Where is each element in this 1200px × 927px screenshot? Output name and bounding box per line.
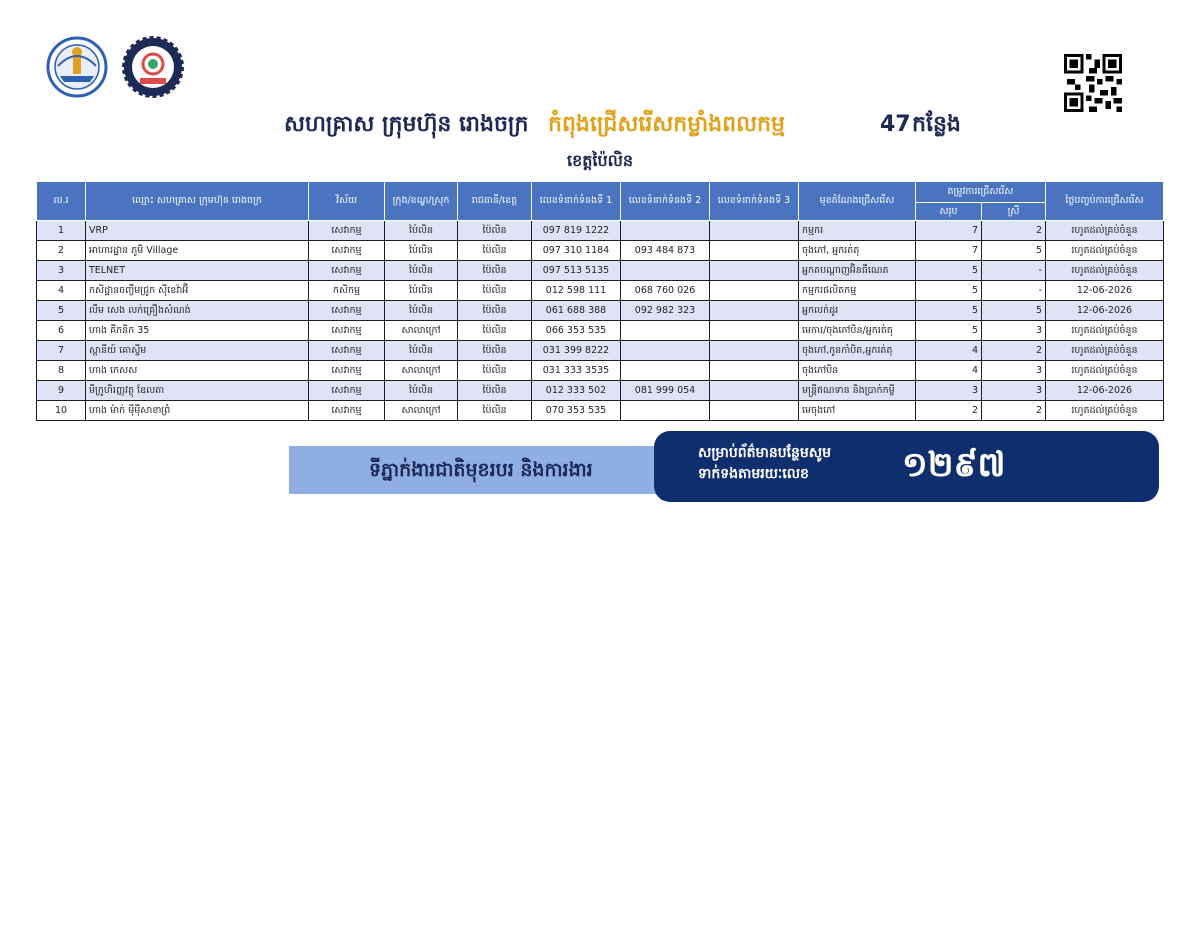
cell-total: 7 xyxy=(916,241,982,261)
cell-phone2 xyxy=(621,221,710,241)
cell-deadline: 12-06-2026 xyxy=(1046,381,1164,401)
cell-deadline: រហូតដល់គ្រប់ចំនួន xyxy=(1046,241,1164,261)
cell-deadline: រហូតដល់គ្រប់ចំនួន xyxy=(1046,261,1164,281)
cell-sector: សេវាកម្ម xyxy=(309,321,385,341)
cell-district: ប៉ៃលិន xyxy=(385,341,458,361)
contact-banner xyxy=(654,431,1159,502)
cell-sector: សេវាកម្ម xyxy=(309,301,385,321)
cell-position: ចុងភៅ,កូនកាំបិត,អ្នករត់តុ xyxy=(799,341,916,361)
cell-total: 4 xyxy=(916,341,982,361)
header-district: ក្រុង/ខណ្ឌ/ស្រុក xyxy=(385,182,458,221)
cell-phone1: 012 598 111 xyxy=(532,281,621,301)
cell-phone2 xyxy=(621,261,710,281)
header-deadline: ថ្ងៃបញ្ចប់ការជ្រើសរើស xyxy=(1046,182,1164,221)
cell-phone1: 031 399 8222 xyxy=(532,341,621,361)
cell-position: កម្មករផលិតកម្ម xyxy=(799,281,916,301)
header-sector: វិស័យ xyxy=(309,182,385,221)
cell-phone3 xyxy=(710,241,799,261)
cell-no: 6 xyxy=(37,321,86,341)
header-position: មុខតំណែងជ្រើសរើស xyxy=(799,182,916,221)
cell-phone1: 061 688 388 xyxy=(532,301,621,321)
cell-total: 3 xyxy=(916,381,982,401)
cell-position: អ្នកលក់ដូរ xyxy=(799,301,916,321)
cell-sector: កសិកម្ម xyxy=(309,281,385,301)
job-listings-table xyxy=(36,181,1164,421)
cell-no: 1 xyxy=(37,221,86,241)
cell-phone2 xyxy=(621,341,710,361)
cell-name: មីក្រូហិរញ្ញវត្ថុ ឧែលតា xyxy=(86,381,309,401)
cell-female: 2 xyxy=(982,221,1046,241)
ministry-logo-icon xyxy=(46,36,108,98)
cell-phone1: 097 513 5135 xyxy=(532,261,621,281)
title-count-unit: កន្លែង xyxy=(912,112,961,137)
cell-phone2 xyxy=(621,361,710,381)
cell-name: VRP xyxy=(86,221,309,241)
hotline-number: ១២៩៧ xyxy=(902,445,1006,485)
cell-name: TELNET xyxy=(86,261,309,281)
title-main: សហគ្រាស ក្រុមហ៊ុន រោងចក្រ xyxy=(284,112,529,137)
cell-no: 9 xyxy=(37,381,86,401)
cell-female: 3 xyxy=(982,321,1046,341)
title-count: 47 xyxy=(880,112,911,137)
cell-name: កសិដ្ឋានចញ្ចឹមជ្រូក ស៊ីខេវ៉ាអ៊ី xyxy=(86,281,309,301)
qr-code-icon xyxy=(1064,54,1122,112)
cell-position: ចុងភៅ, អ្នករត់តុ xyxy=(799,241,916,261)
cell-sector: សេវាកម្ម xyxy=(309,241,385,261)
cell-province: ប៉ៃលិន xyxy=(458,301,532,321)
cell-total: 7 xyxy=(916,221,982,241)
cell-female: 5 xyxy=(982,241,1046,261)
cell-district: សាលាក្រៅ xyxy=(385,401,458,421)
table-row xyxy=(37,281,1164,301)
cell-name: ហាង ម៉ាក់ មុីមុីសាខាព្រំ xyxy=(86,401,309,421)
header-phone2: លេខទំនាក់ទំនងទី 2 xyxy=(621,182,710,221)
table-row xyxy=(37,381,1164,401)
cell-phone3 xyxy=(710,281,799,301)
cell-position: មេការ/ចុងភៅបិន/អ្នករត់តុ xyxy=(799,321,916,341)
cell-province: ប៉ៃលិន xyxy=(458,381,532,401)
cell-deadline: រហូតដល់គ្រប់ចំនួន xyxy=(1046,361,1164,381)
cell-phone3 xyxy=(710,261,799,281)
header-total: សរុប xyxy=(916,203,982,221)
cell-province: ប៉ៃលិន xyxy=(458,221,532,241)
cell-deadline: រហូតដល់គ្រប់ចំនួន xyxy=(1046,221,1164,241)
cell-province: ប៉ៃលិន xyxy=(458,281,532,301)
cell-district: ប៉ៃលិន xyxy=(385,301,458,321)
cell-phone2: 081 999 054 xyxy=(621,381,710,401)
cell-no: 8 xyxy=(37,361,86,381)
cell-phone3 xyxy=(710,221,799,241)
header-province: រាជធានី/ខេត្ត xyxy=(458,182,532,221)
cell-no: 4 xyxy=(37,281,86,301)
cell-district: ប៉ៃលិន xyxy=(385,381,458,401)
cell-female: 2 xyxy=(982,341,1046,361)
table-row xyxy=(37,341,1164,361)
cell-name: លឹម សេង លក់គ្រឿងសំណង់ xyxy=(86,301,309,321)
cell-phone2: 068 760 026 xyxy=(621,281,710,301)
table-row xyxy=(37,221,1164,241)
cell-sector: សេវាកម្ម xyxy=(309,401,385,421)
province-subtitle: ខេត្តប៉ៃលិន xyxy=(566,151,633,170)
table-row xyxy=(37,261,1164,281)
cell-no: 2 xyxy=(37,241,86,261)
header-female: ស្រី xyxy=(982,203,1046,221)
cell-no: 10 xyxy=(37,401,86,421)
cell-total: 2 xyxy=(916,401,982,421)
cell-phone2 xyxy=(621,401,710,421)
cell-district: ប៉ៃលិន xyxy=(385,281,458,301)
contact-line2: ទាក់ទងតាមរយៈលេខ xyxy=(698,466,809,482)
cell-position: ចុងភៅបិន xyxy=(799,361,916,381)
cell-deadline: 12-06-2026 xyxy=(1046,301,1164,321)
header-name: ឈ្មោះ សហគ្រាស ក្រុមហ៊ុន រោងចក្រ xyxy=(86,182,309,221)
cell-phone1: 097 310 1184 xyxy=(532,241,621,261)
cell-district: ប៉ៃលិន xyxy=(385,261,458,281)
cell-deadline: រហូតដល់គ្រប់ចំនួន xyxy=(1046,321,1164,341)
header-phone1: លេខទំនាក់ទំនងទី 1 xyxy=(532,182,621,221)
table-row xyxy=(37,321,1164,341)
cell-position: កម្មករ xyxy=(799,221,916,241)
cell-deadline: 12-06-2026 xyxy=(1046,281,1164,301)
cell-province: ប៉ៃលិន xyxy=(458,241,532,261)
cell-phone2: 092 982 323 xyxy=(621,301,710,321)
cell-province: ប៉ៃលិន xyxy=(458,261,532,281)
cell-no: 5 xyxy=(37,301,86,321)
cell-sector: សេវាកម្ម xyxy=(309,381,385,401)
cell-district: សាលាក្រៅ xyxy=(385,361,458,381)
cell-name: ហាង គីកនិក 35 xyxy=(86,321,309,341)
cell-phone1: 031 333 3535 xyxy=(532,361,621,381)
cell-phone1: 012 333 502 xyxy=(532,381,621,401)
cell-province: ប៉ៃលិន xyxy=(458,341,532,361)
cell-female: 2 xyxy=(982,401,1046,421)
cell-sector: សេវាកម្ម xyxy=(309,361,385,381)
page-title xyxy=(0,108,1200,142)
cell-no: 7 xyxy=(37,341,86,361)
cell-total: 5 xyxy=(916,301,982,321)
cell-phone1: 097 819 1222 xyxy=(532,221,621,241)
cell-phone3 xyxy=(710,401,799,421)
cell-phone3 xyxy=(710,301,799,321)
header-phone3: លេខទំនាក់ទំនងទី 3 xyxy=(710,182,799,221)
cell-sector: សេវាកម្ម xyxy=(309,221,385,241)
cell-deadline: រហូតដល់គ្រប់ចំនួន xyxy=(1046,341,1164,361)
cell-phone2 xyxy=(621,321,710,341)
cell-phone3 xyxy=(710,321,799,341)
cell-phone3 xyxy=(710,381,799,401)
cell-no: 3 xyxy=(37,261,86,281)
cell-deadline: រហូតដល់គ្រប់ចំនួន xyxy=(1046,401,1164,421)
cell-total: 5 xyxy=(916,321,982,341)
cell-district: ប៉ៃលិន xyxy=(385,241,458,261)
cell-phone3 xyxy=(710,361,799,381)
table-row xyxy=(37,361,1164,381)
header-need-group: តម្រូវការជ្រើសរើស xyxy=(916,182,1046,203)
cell-name: អាហារដ្ឋាន ភូមិ Village xyxy=(86,241,309,261)
agency-name: ទីភ្នាក់ងារជាតិមុខរបរ និងការងារ xyxy=(369,459,593,481)
cell-district: សាលាក្រៅ xyxy=(385,321,458,341)
cell-total: 4 xyxy=(916,361,982,381)
cell-position: អ្នកតបណ្តាញអ៊ិនធឺណេត xyxy=(799,261,916,281)
table-row xyxy=(37,241,1164,261)
cell-district: ប៉ៃលិន xyxy=(385,221,458,241)
cell-total: 5 xyxy=(916,281,982,301)
cell-position: មេចុងភៅ xyxy=(799,401,916,421)
table-row xyxy=(37,301,1164,321)
cell-position: មន្ត្រីឥណទាន និងប្រាក់កម្ចី xyxy=(799,381,916,401)
cell-female: 3 xyxy=(982,381,1046,401)
cell-name: ស្ពានីយ៍ គោស្ទីម xyxy=(86,341,309,361)
cell-province: ប៉ៃលិន xyxy=(458,361,532,381)
table-row xyxy=(37,401,1164,421)
cell-female: - xyxy=(982,281,1046,301)
cell-female: 5 xyxy=(982,301,1046,321)
cell-name: ហាង កេសស xyxy=(86,361,309,381)
cell-female: 3 xyxy=(982,361,1046,381)
cell-phone3 xyxy=(710,341,799,361)
title-status: កំពុងជ្រើសរើសកម្លាំងពលកម្ម xyxy=(548,112,785,137)
cell-sector: សេវាកម្ម xyxy=(309,341,385,361)
cell-phone2: 093 484 873 xyxy=(621,241,710,261)
header-no: ល.រ xyxy=(37,182,86,221)
agency-banner xyxy=(289,446,681,494)
cell-female: - xyxy=(982,261,1046,281)
contact-line1: សម្រាប់ព័ត៌មានបន្ថែមសូម xyxy=(698,445,832,461)
agency-gear-logo-icon xyxy=(122,36,184,98)
cell-phone1: 070 353 535 xyxy=(532,401,621,421)
cell-total: 5 xyxy=(916,261,982,281)
cell-phone1: 066 353 535 xyxy=(532,321,621,341)
cell-sector: សេវាកម្ម xyxy=(309,261,385,281)
cell-province: ប៉ៃលិន xyxy=(458,401,532,421)
cell-province: ប៉ៃលិន xyxy=(458,321,532,341)
